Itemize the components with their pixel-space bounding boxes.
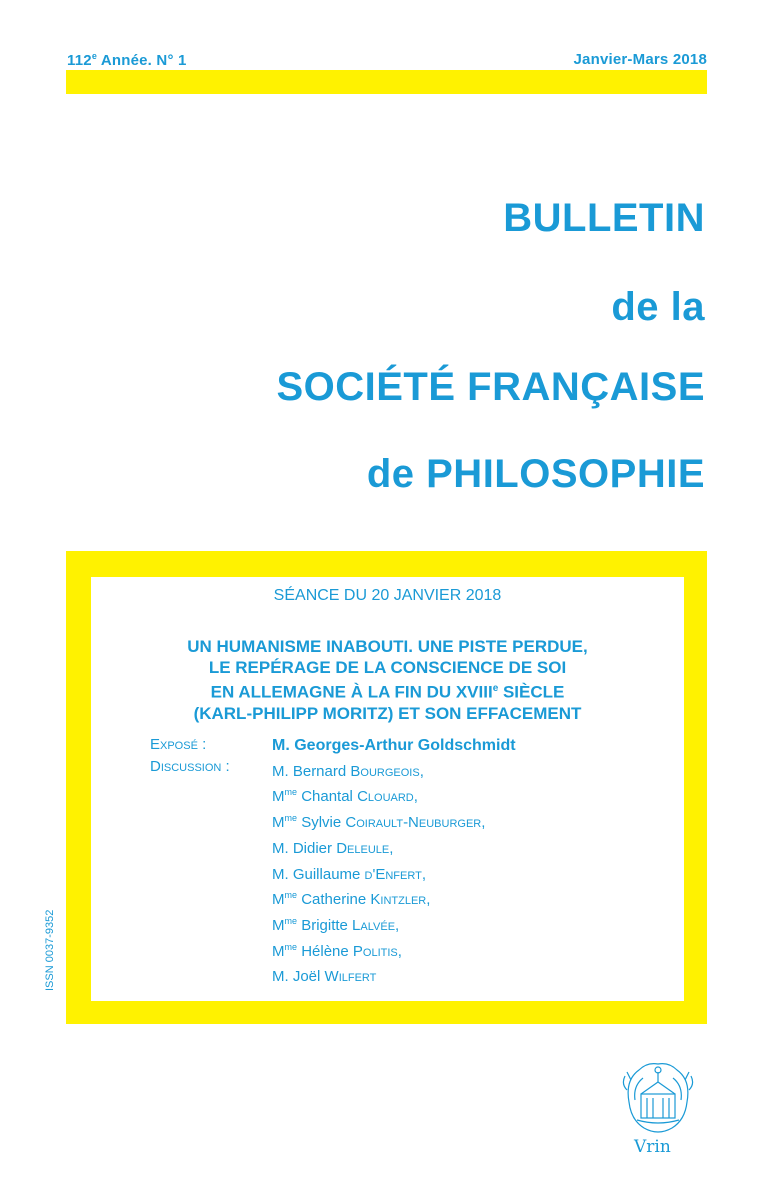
participant-row: M. Guillaume d'Enfert,	[272, 865, 426, 883]
participant-row: $M^{me}$ Sylvie Coirault-Neuburger,	[272, 813, 486, 832]
label-discussion: Discussion :	[150, 758, 230, 775]
issue-date: Janvier-Mars 2018	[573, 51, 707, 68]
publisher-seal-icon	[617, 1050, 699, 1140]
title-line-bulletin: BULLETIN	[503, 196, 705, 240]
label-expose: Exposé :	[150, 736, 207, 753]
participants-list	[272, 735, 516, 988]
title-line-societe: SOCIÉTÉ FRANÇAISE	[276, 365, 705, 409]
issue-number: 112e Année. N° 1	[67, 51, 187, 69]
publisher-name: Vrin	[634, 1137, 671, 1157]
participant-row: M. Didier Deleule,	[272, 839, 394, 857]
title-line-philosophie: de PHILOSOPHIE	[366, 452, 705, 496]
top-yellow-band	[66, 70, 707, 94]
subject-line-1: UN HUMANISME INABOUTI. UNE PISTE PERDUE,	[187, 637, 588, 656]
participant-row: $M^{me}$ Catherine Kintzler,	[272, 890, 431, 909]
session-subject	[91, 636, 684, 724]
participant-row: $M^{me}$ Brigitte Lalvée,	[272, 915, 400, 934]
participant-row: M. Bernard Bourgeois,	[272, 762, 424, 780]
speaker-name: M. Georges-Arthur Goldschmidt	[272, 737, 516, 754]
subject-line-3: EN ALLEMAGNE À LA FIN DU XVIIIe SIÈCLE	[210, 682, 565, 702]
participant-row: $M^{me}$ Hélène Politis,	[272, 941, 402, 960]
seance-date: SÉANCE DU 20 JANVIER 2018	[273, 587, 502, 604]
issn-number: ISSN 0037-9352	[44, 909, 56, 991]
participant-row: $M^{me}$ Chantal Clouard,	[272, 787, 418, 806]
title-line-de-la: de la	[611, 285, 705, 329]
subject-line-2: LE REPÉRAGE DE LA CONSCIENCE DE SOI	[208, 658, 567, 677]
subject-line-4: (KARL-PHILIPP MORITZ) ET SON EFFACEMENT	[193, 703, 582, 723]
participant-row: M. Joël Wilfert	[272, 968, 377, 986]
